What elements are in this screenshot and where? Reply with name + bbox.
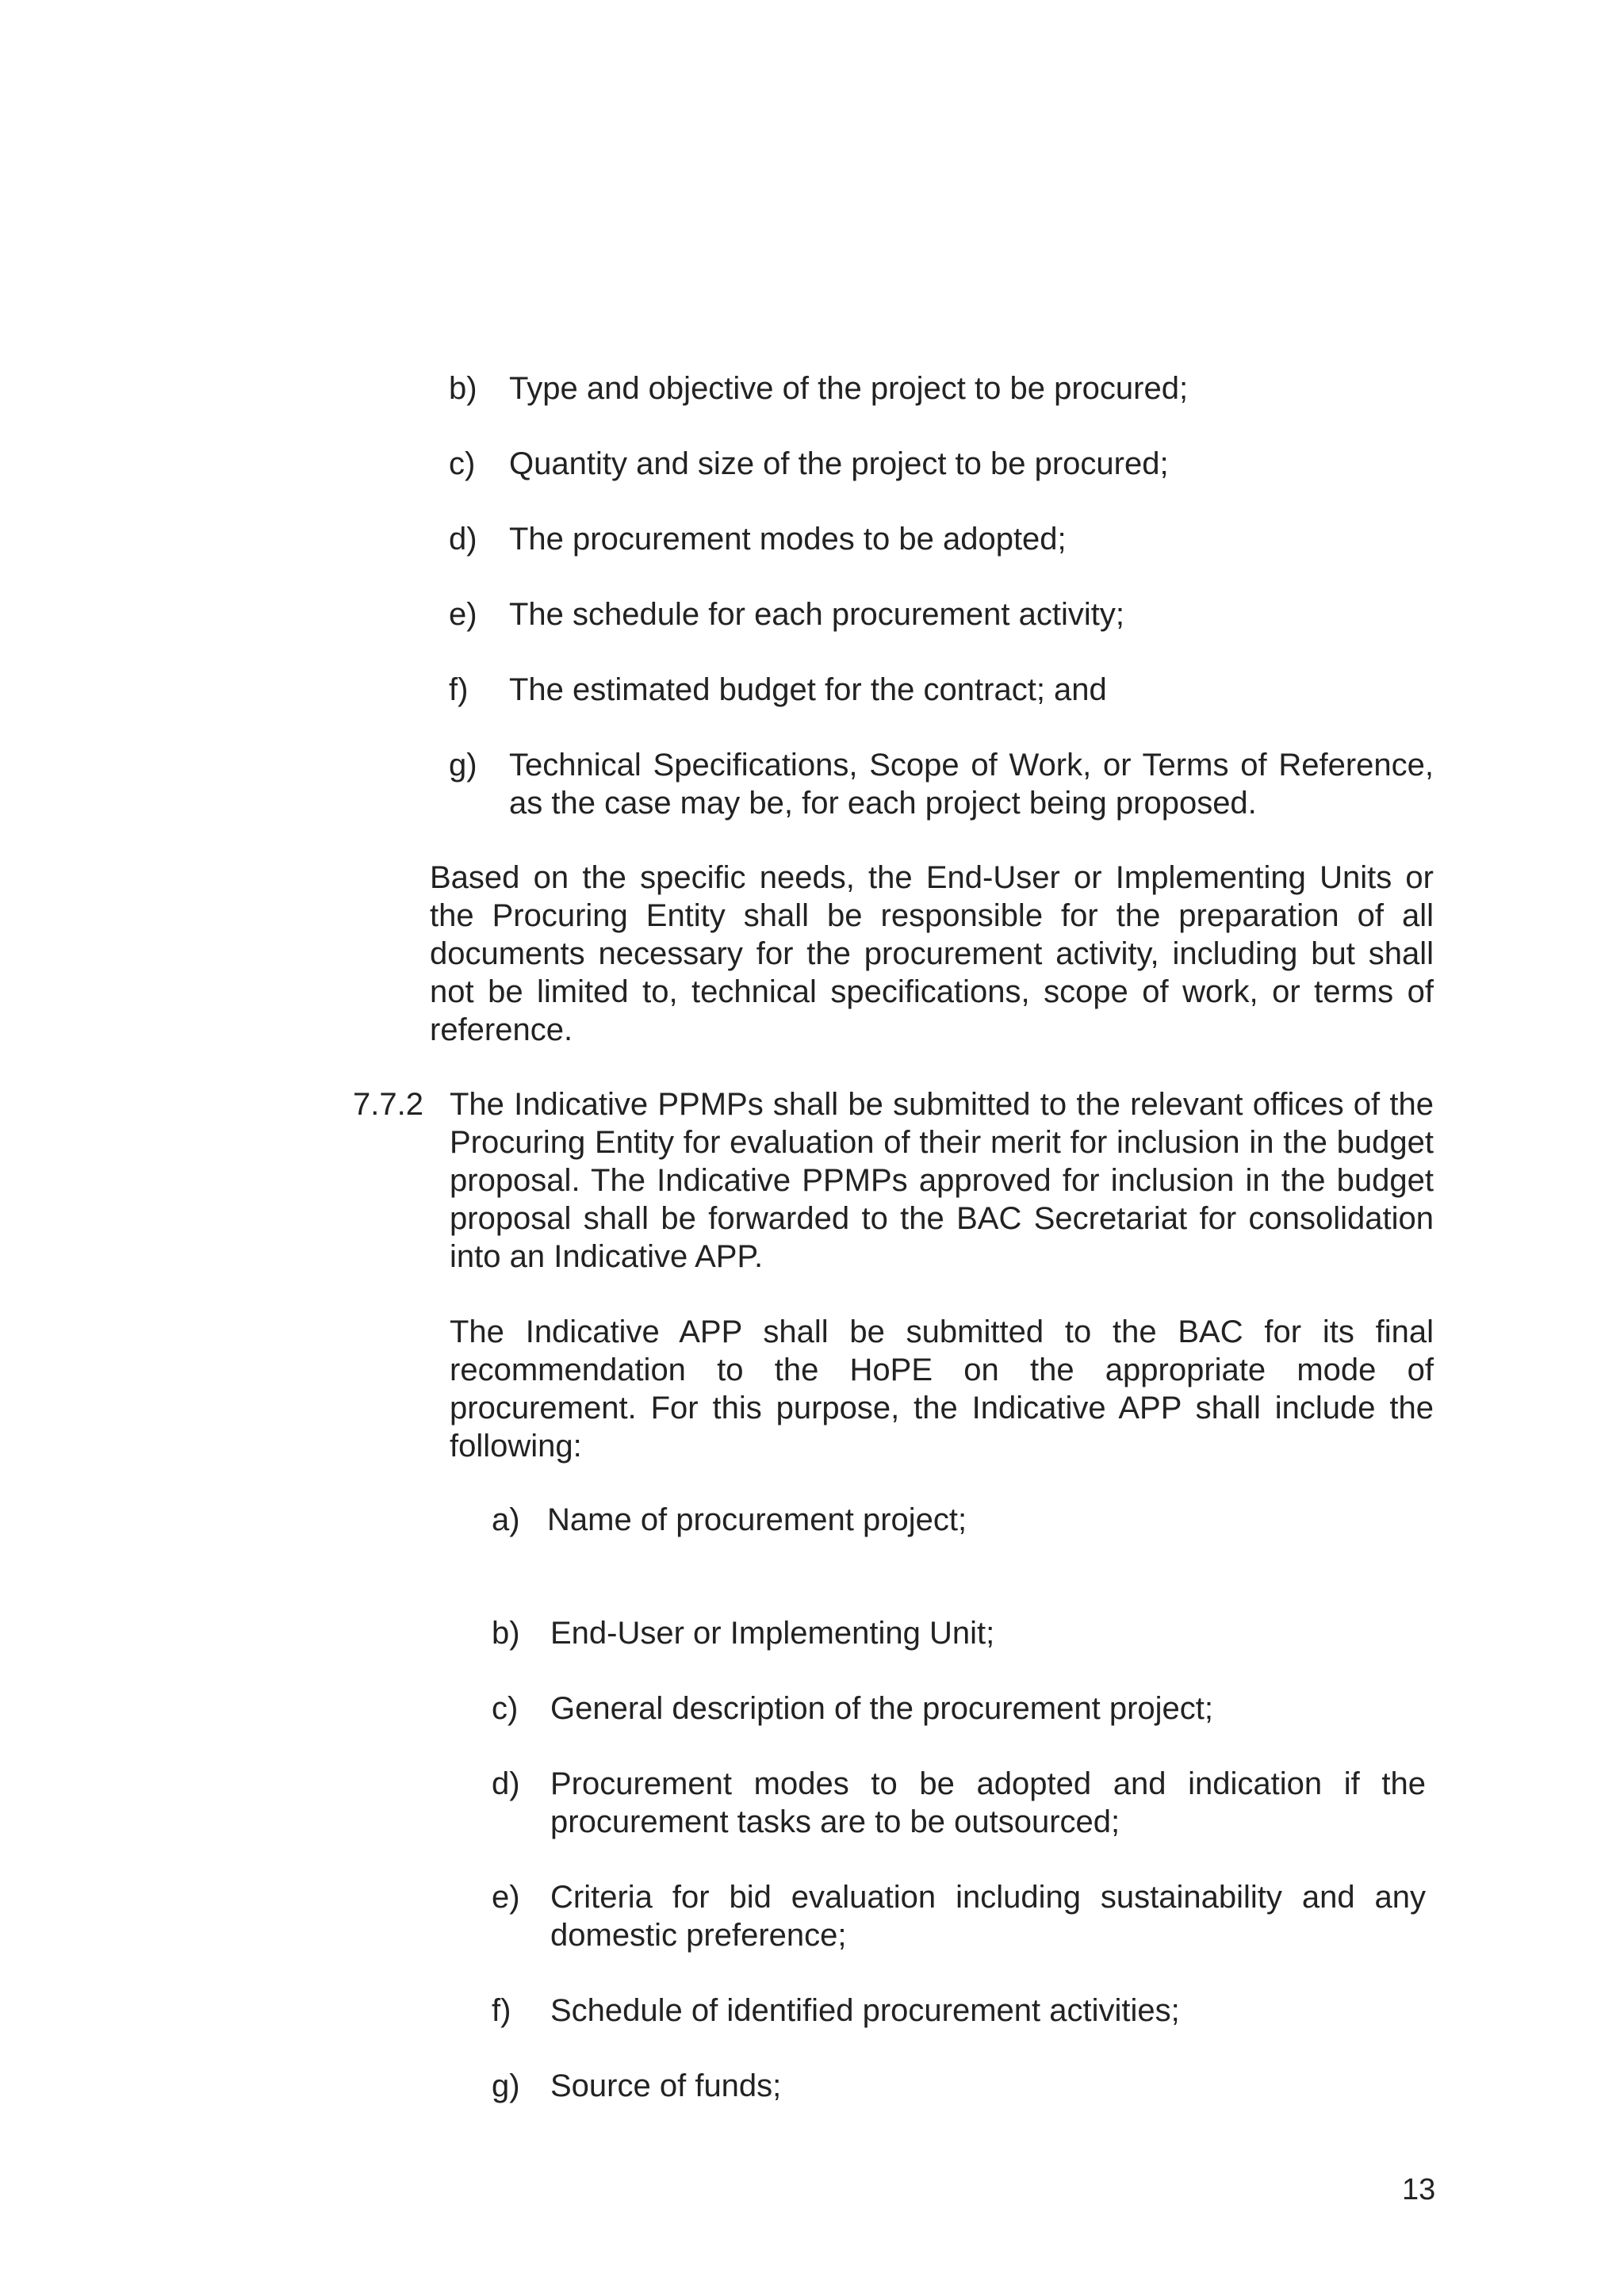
- list-item: [449, 369, 1434, 408]
- list-item-label: e): [449, 597, 477, 632]
- list-item-text: Quantity and size of the project to be procured;: [509, 446, 1169, 481]
- list-item: [449, 520, 1434, 558]
- section-paragraph-indicative-app: The Indicative APP shall be submitted to the BAC for its final recommendation to the HoPE on the appropriate mode of procurement. For this purpose, the Indicative APP shall include the following:: [450, 1314, 1434, 1464]
- list-item-text: The schedule for each procurement activity;: [509, 597, 1124, 632]
- list-item: [449, 595, 1434, 633]
- paragraph-specific-needs: Based on the specific needs, the End-User or Implementing Units or the Procuring Entity shall be responsible for the preparation of all documents necessary for the procurement activity, including but shall not be limited to, technical specifications, scope of work, or terms of reference.: [430, 860, 1434, 1047]
- list-item-text: Name of procurement project;: [547, 1502, 967, 1537]
- list-item-label: e): [492, 1880, 520, 1915]
- list-item-text: Technical Specifications, Scope of Work, or Terms of Reference, as the case may be, for each project being proposed.: [509, 748, 1434, 821]
- section-number: 7.7.2: [353, 1087, 423, 1122]
- list-item-label: d): [449, 522, 477, 557]
- list-item: [492, 1614, 1426, 1652]
- list-item: [492, 2067, 1426, 2105]
- list-item: [492, 1992, 1426, 2030]
- page-number: 13: [1402, 2173, 1436, 2206]
- list-item-text: Type and objective of the project to be procured;: [509, 371, 1189, 406]
- list-item-label: a): [492, 1502, 520, 1537]
- list-item: [449, 746, 1434, 822]
- list-item-label: b): [492, 1616, 520, 1651]
- list-item: [492, 1501, 1426, 1539]
- list-item-label: g): [492, 2068, 520, 2103]
- list-item: [449, 445, 1434, 483]
- list-item-text: General description of the procurement project;: [550, 1691, 1213, 1726]
- list-item: [492, 1689, 1426, 1728]
- list-item: [492, 1765, 1426, 1841]
- list-item-text: The estimated budget for the contract; and: [509, 672, 1107, 707]
- list-item-text: Source of funds;: [550, 2068, 782, 2103]
- list-item-label: f): [492, 1993, 511, 2028]
- section-paragraph-ppmps: The Indicative PPMPs shall be submitted to the relevant offices of the Procuring Entity for evaluation of their merit for inclusion in the budget proposal. The Indicative PPMPs approved for inclusion in the budget proposal shall be forwarded to the BAC Secretariat for consolidation into an Indicative APP.: [450, 1087, 1434, 1274]
- list-item: [492, 1878, 1426, 1954]
- list-item-label: c): [492, 1691, 519, 1726]
- list-item-text: Procurement modes to be adopted and indication if the procurement tasks are to be outsourced;: [550, 1766, 1426, 1839]
- list-item-label: d): [492, 1766, 520, 1801]
- list-item-text: End-User or Implementing Unit;: [550, 1616, 995, 1651]
- list-item-text: Criteria for bid evaluation including sustainability and any domestic preference;: [550, 1880, 1426, 1953]
- list-item-text: Schedule of identified procurement activities;: [550, 1993, 1180, 2028]
- list-item: [449, 671, 1434, 709]
- list-item-text: The procurement modes to be adopted;: [509, 522, 1067, 557]
- list-item-label: g): [449, 748, 477, 783]
- list-item-label: b): [449, 371, 477, 406]
- list-item-label: c): [449, 446, 476, 481]
- list-item-label: f): [449, 672, 469, 707]
